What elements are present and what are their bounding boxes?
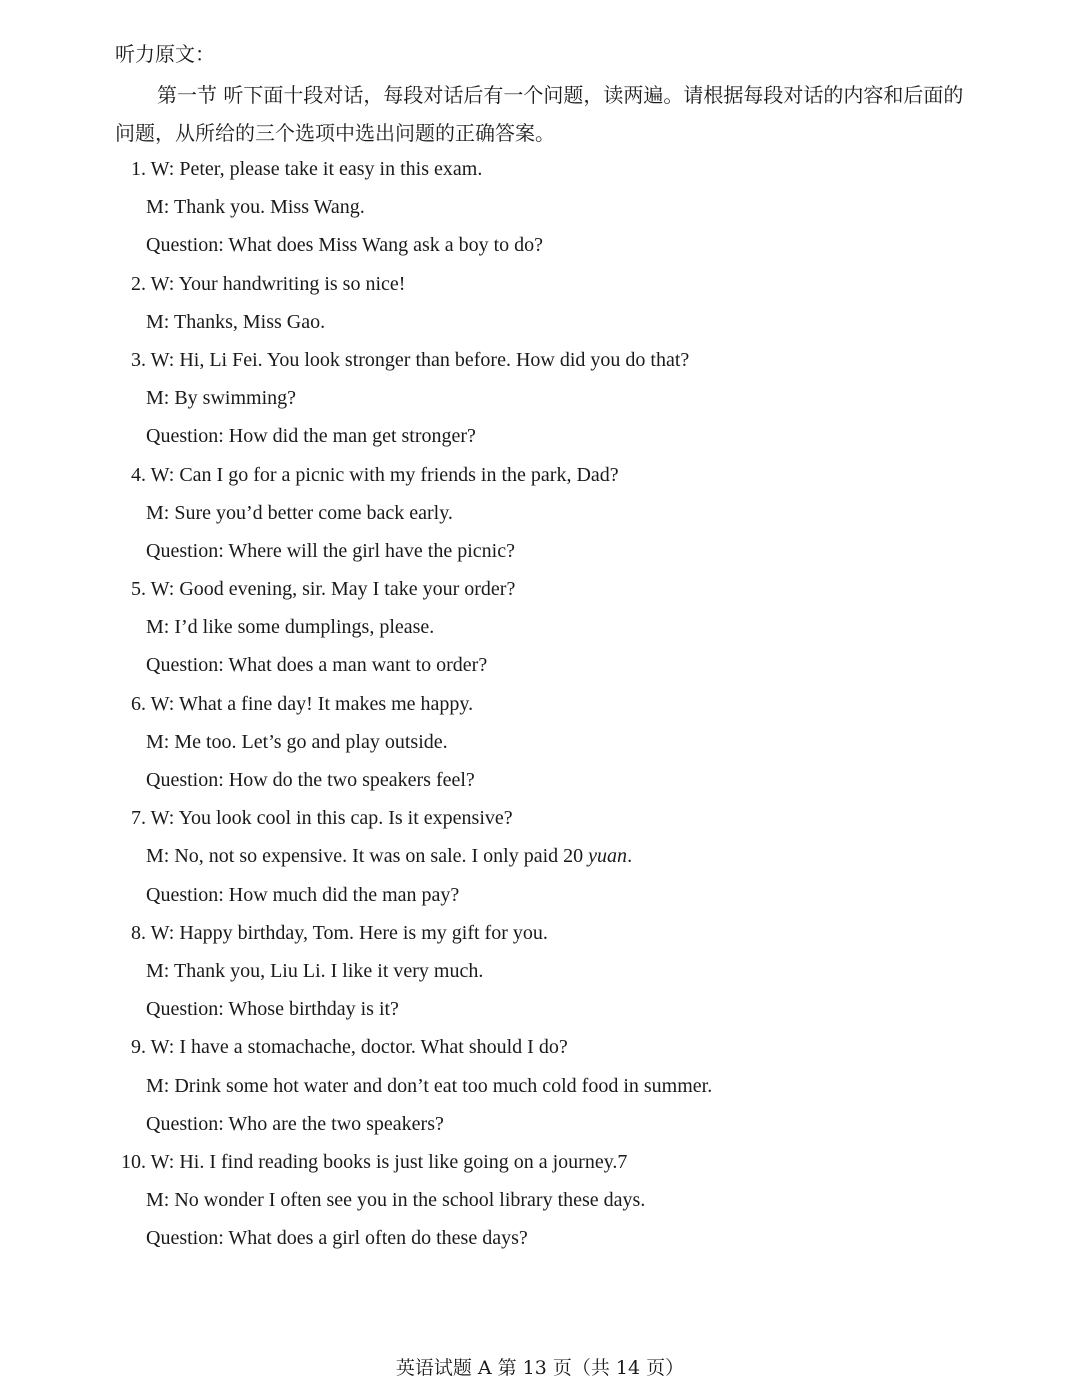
dialogue-number: 5. xyxy=(131,578,146,601)
dialogue-text: Question: What does a man want to order? xyxy=(146,654,488,677)
dialogue-first-line xyxy=(110,685,990,723)
dialogue-line xyxy=(110,379,990,417)
dialogue-text: M: Me too. Let’s go and play outside. xyxy=(146,730,448,753)
dialogue-text: W: What a fine day! It makes me happy. xyxy=(150,692,474,715)
dialogue-number: 4. xyxy=(131,463,146,486)
dialogue-text: M: I’d like some dumplings, please. xyxy=(146,616,435,639)
dialogue-text: Question: What does Miss Wang ask a boy to do? xyxy=(146,234,544,257)
dialogue-number: 9. xyxy=(131,1036,146,1059)
dialogue-number: 3. xyxy=(131,348,146,371)
dialogue-line xyxy=(110,226,990,264)
dialogue-line xyxy=(110,532,990,570)
page-footer: 英语试题 A 第 13 页（共 14 页） xyxy=(395,1357,685,1379)
dialogue-line xyxy=(110,417,990,455)
dialogue-text: Question: How did the man get stronger? xyxy=(146,425,476,448)
section-instructions: 第一节 听下面十段对话，每段对话后有一个问题，读两遍。请根据每段对话的内容和后面的问题，从所给的三个选项中选出问题的正确答案。 xyxy=(115,83,964,145)
dialogue-text: Question: Whose birthday is it? xyxy=(146,998,399,1021)
dialogue-line xyxy=(110,1067,990,1105)
section-heading: 听力原文： xyxy=(115,42,215,66)
dialogue-text: M: By swimming? xyxy=(146,387,297,410)
dialogue-first-line xyxy=(110,265,990,303)
dialogue-number: 7. xyxy=(131,807,146,830)
dialogue-line xyxy=(110,990,990,1028)
dialogue-text: M: Drink some hot water and don’t eat too much cold food in summer. xyxy=(146,1074,713,1097)
dialogue-line xyxy=(110,876,990,914)
dialogue-line xyxy=(110,303,990,341)
dialogue-first-line xyxy=(110,341,990,379)
dialogue-first-line xyxy=(110,799,990,837)
dialogue-line xyxy=(110,952,990,990)
dialogue-text: W: Happy birthday, Tom. Here is my gift for you. xyxy=(150,921,548,944)
dialogue-first-line xyxy=(110,914,990,952)
dialogue-text: Question: What does a girl often do these days? xyxy=(146,1227,528,1250)
dialogue-line xyxy=(110,1181,990,1219)
dialogue-line xyxy=(110,1219,990,1257)
dialogue-text: M: Thank you, Liu Li. I like it very much. xyxy=(146,959,484,982)
dialogue-number: 8. xyxy=(131,921,146,944)
dialogue-line xyxy=(110,646,990,684)
dialogue-item xyxy=(110,799,990,914)
dialogue-number: 1. xyxy=(131,158,146,180)
dialogue-line xyxy=(110,761,990,799)
dialogue-first-line xyxy=(110,1143,990,1181)
dialogue-number: 2. xyxy=(131,272,146,295)
dialogue-text: W: You look cool in this cap. Is it expensive? xyxy=(150,807,513,830)
dialogue-line xyxy=(110,188,990,226)
dialogue-line xyxy=(110,723,990,761)
dialogue-text: Question: Where will the girl have the picnic? xyxy=(146,539,515,562)
dialogue-text: M: Thank you. Miss Wang. xyxy=(146,196,365,219)
dialogue-text: Question: How much did the man pay? xyxy=(146,883,460,906)
dialogue-item xyxy=(110,1143,990,1258)
currency-italic: yuan xyxy=(588,845,628,868)
dialogue-text: W: Hi, Li Fei. You look stronger than before. How did you do that? xyxy=(150,348,690,371)
dialogue-line xyxy=(110,608,990,646)
dialogue-text: W: I have a stomachache, doctor. What should I do? xyxy=(150,1036,568,1059)
dialogue-list xyxy=(110,150,990,1257)
dialogue-line xyxy=(110,494,990,532)
dialogue-text: M: Thanks, Miss Gao. xyxy=(146,310,326,333)
dialogue-first-line xyxy=(110,456,990,494)
dialogue-item xyxy=(110,1028,990,1143)
dialogue-number: 6. xyxy=(131,692,146,715)
dialogue-item xyxy=(110,914,990,1029)
dialogue-line xyxy=(110,1105,990,1143)
dialogue-first-line xyxy=(110,570,990,608)
dialogue-item xyxy=(110,341,990,456)
dialogue-item xyxy=(110,456,990,571)
dialogue-line xyxy=(110,837,990,875)
dialogue-text: W: Good evening, sir. May I take your order? xyxy=(150,578,516,601)
dialogue-first-line xyxy=(110,150,990,188)
dialogue-item xyxy=(110,570,990,685)
dialogue-text: M: Sure you’d better come back early. xyxy=(146,501,453,524)
dialogue-item xyxy=(110,150,990,265)
dialogue-text: Question: Who are the two speakers? xyxy=(146,1112,444,1135)
dialogue-item xyxy=(110,265,990,341)
dialogue-item xyxy=(110,685,990,800)
dialogue-number: 10. xyxy=(121,1150,146,1173)
dialogue-text: M: No wonder I often see you in the school library these days. xyxy=(146,1189,646,1212)
sentence-period: . xyxy=(627,845,633,868)
dialogue-text: W: Hi. I find reading books is just like going on a journey.7 xyxy=(150,1150,628,1173)
dialogue-text: W: Peter, please take it easy in this exam. xyxy=(150,158,483,180)
dialogue-text: M: No, not so expensive. It was on sale. I only paid 20 xyxy=(146,845,589,868)
dialogue-text: Question: How do the two speakers feel? xyxy=(146,769,475,791)
dialogue-text: W: Your handwriting is so nice! xyxy=(150,272,406,295)
dialogue-text: W: Can I go for a picnic with my friends in the park, Dad? xyxy=(150,463,619,486)
dialogue-first-line xyxy=(110,1028,990,1066)
